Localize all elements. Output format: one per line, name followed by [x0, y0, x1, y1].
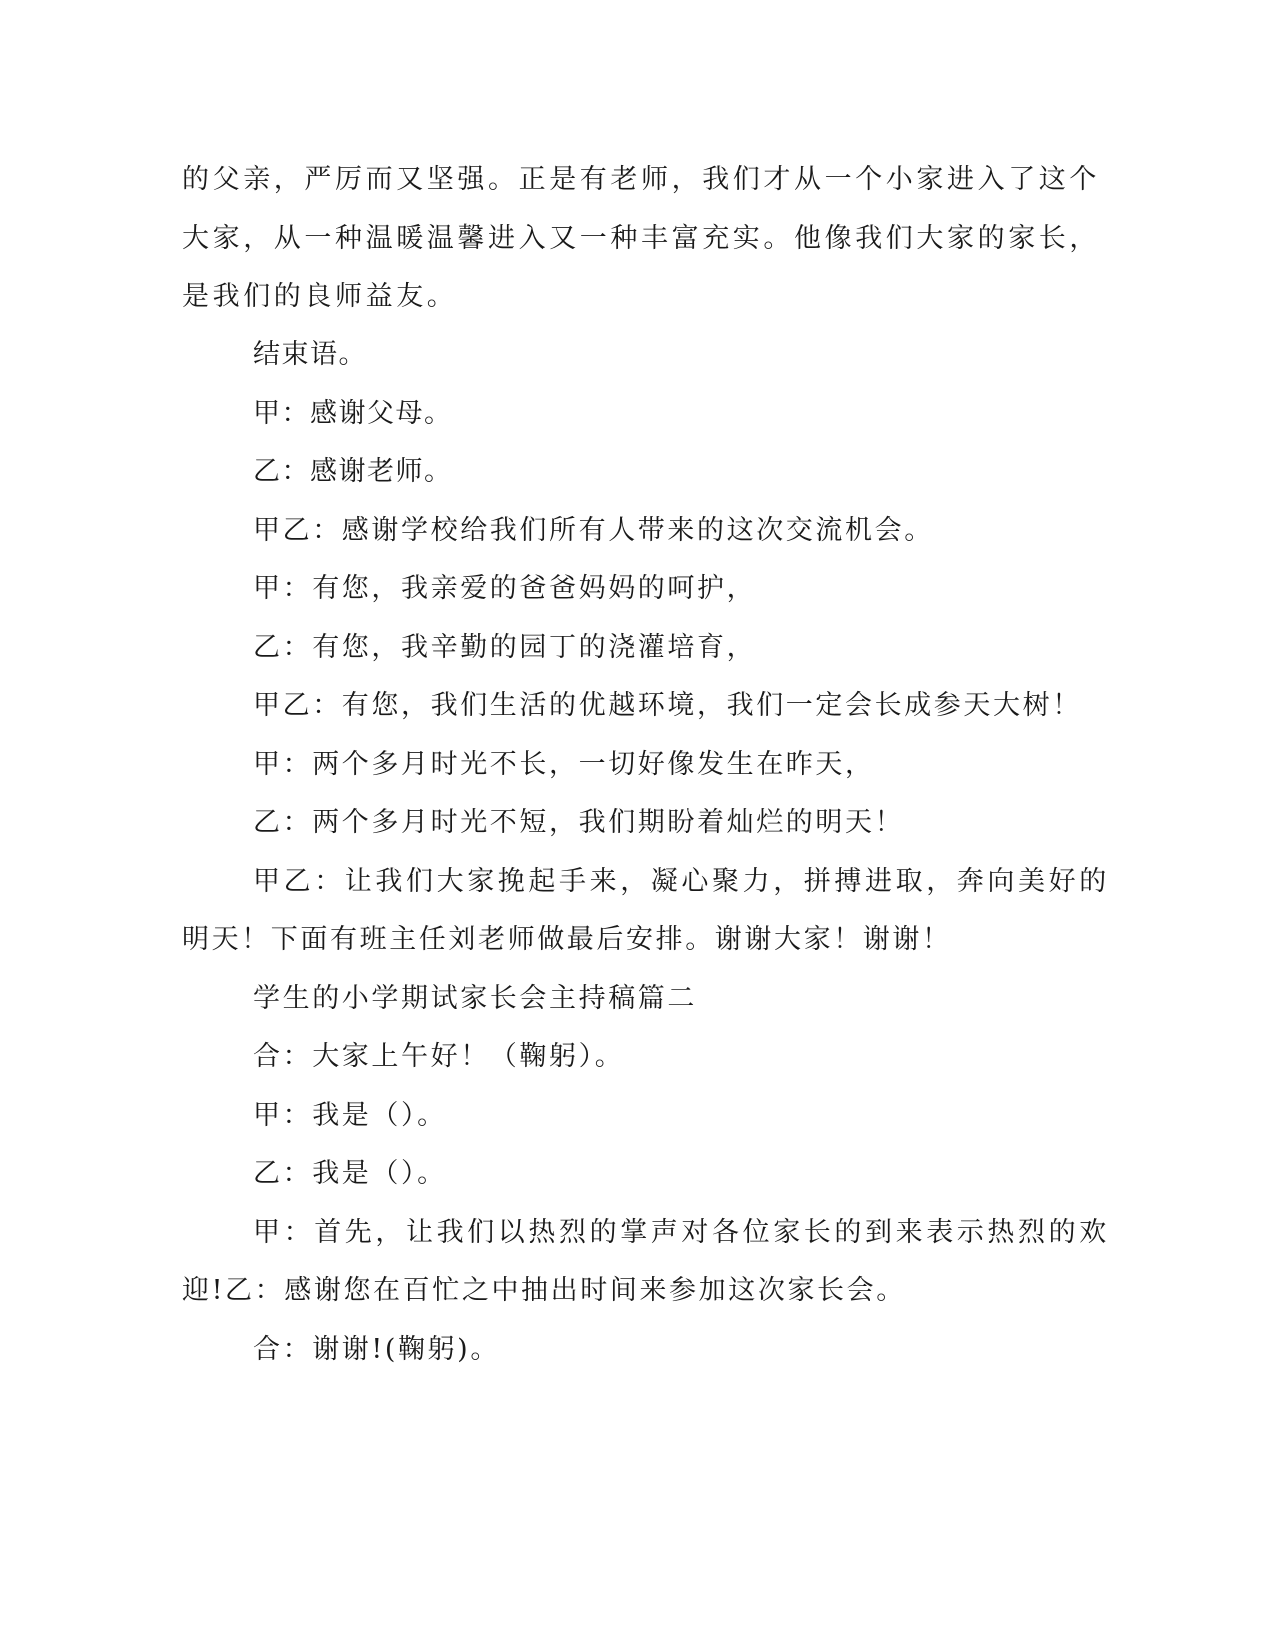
paragraph-line: 的父亲，严厉而又坚强。正是有老师，我们才从一个小家进入了这个: [182, 164, 1100, 195]
dialogue-line: 合：谢谢!(鞠躬)。: [253, 1334, 500, 1365]
dialogue-line: 甲：感谢父母。: [253, 398, 453, 429]
dialogue-line: 乙：感谢老师。: [253, 456, 453, 487]
paragraph-line: 大家，从一种温暖温馨进入又一种丰富充实。他像我们大家的家长，: [182, 223, 1100, 254]
dialogue-line: 甲：我是（）。: [253, 1100, 447, 1131]
dialogue-line: 迎!乙：感谢您在百忙之中抽出时间来参加这次家长会。: [182, 1275, 906, 1306]
dialogue-line: 乙：有您，我辛勤的园丁的浇灌培育，: [253, 632, 757, 663]
dialogue-line: 合：大家上午好！（鞠躬）。: [253, 1041, 625, 1072]
dialogue-line: 甲乙：感谢学校给我们所有人带来的这次交流机会。: [253, 515, 934, 546]
dialogue-line: 甲：有您，我亲爱的爸爸妈妈的呵护，: [253, 573, 757, 604]
section-title: 学生的小学期试家长会主持稿篇二: [253, 983, 697, 1014]
section-heading: 结束语。: [253, 339, 367, 370]
dialogue-line: 甲乙：有您，我们生活的优越环境，我们一定会长成参天大树！: [253, 690, 1082, 721]
dialogue-line: 乙：我是（）。: [253, 1158, 447, 1189]
dialogue-line: 甲乙：让我们大家挽起手来，凝心聚力，拼搏进取，奔向美好的: [253, 866, 1110, 897]
dialogue-line: 明天！下面有班主任刘老师做最后安排。谢谢大家！谢谢！: [182, 924, 952, 955]
dialogue-line: 乙：两个多月时光不短，我们期盼着灿烂的明天！: [253, 807, 905, 838]
paragraph-line: 是我们的良师益友。: [182, 281, 458, 312]
dialogue-line: 甲：首先，让我们以热烈的掌声对各位家长的到来表示热烈的欢: [253, 1217, 1110, 1248]
dialogue-line: 甲：两个多月时光不长，一切好像发生在昨天，: [253, 749, 875, 780]
